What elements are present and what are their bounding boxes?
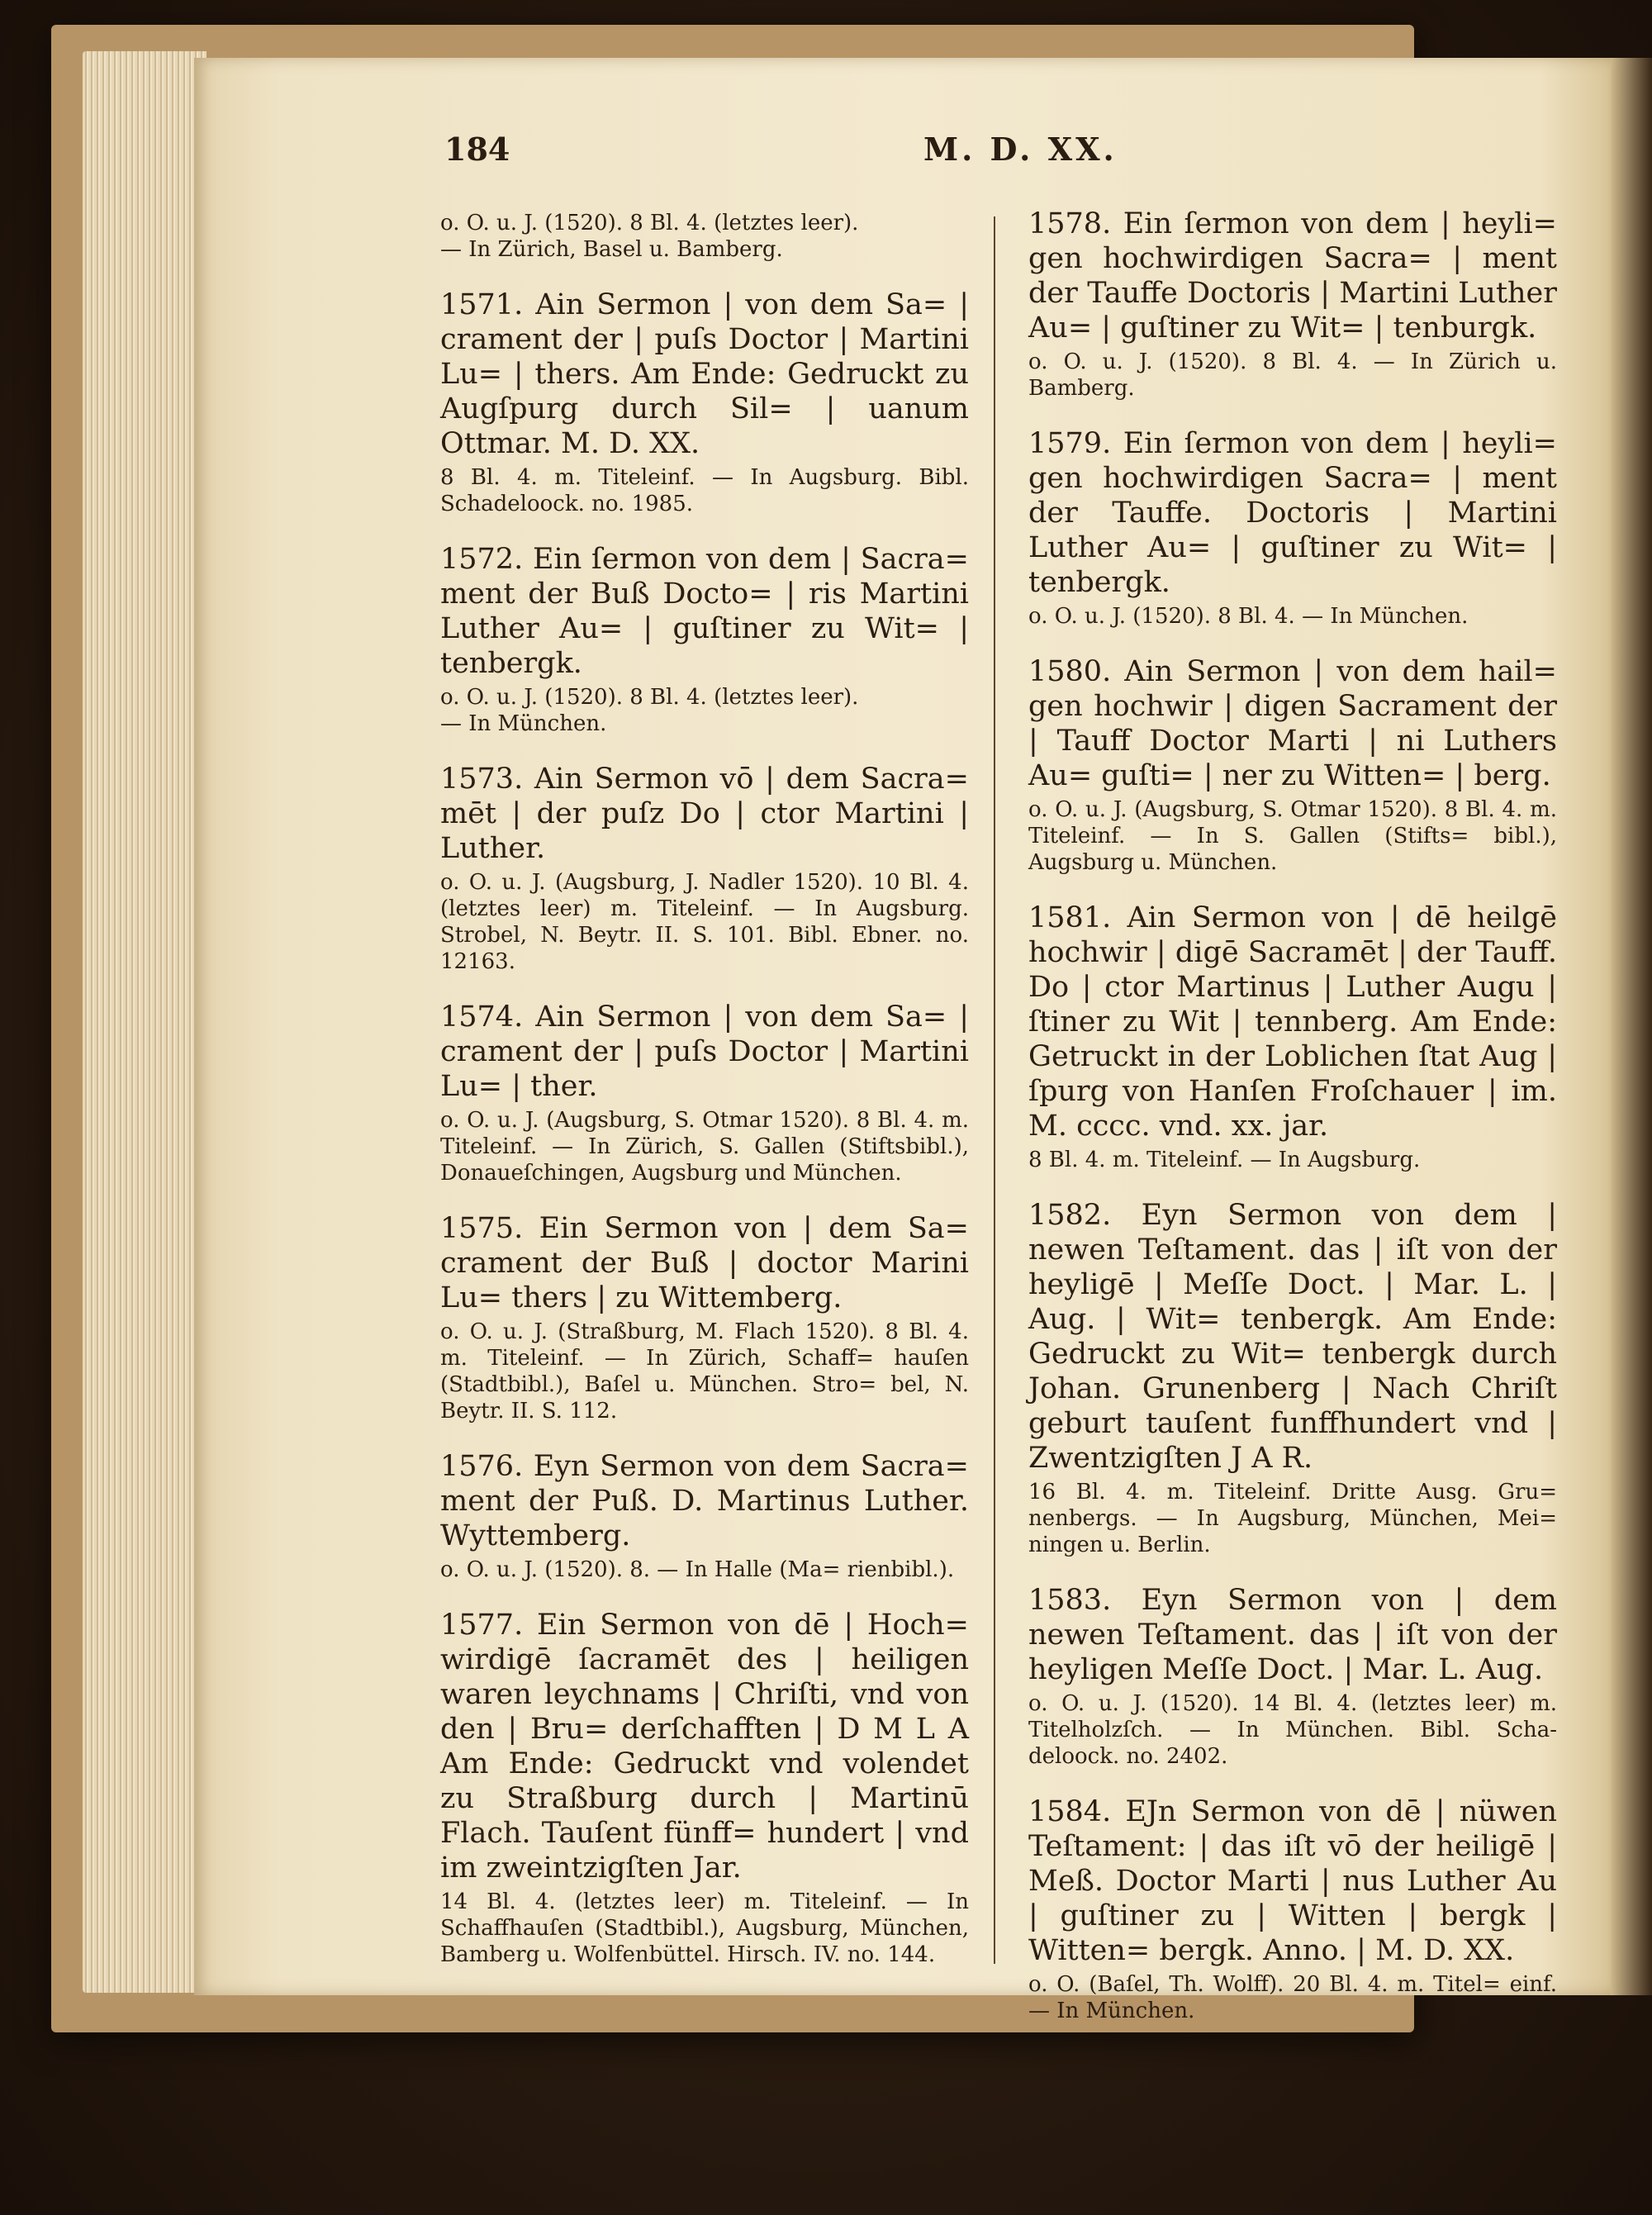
page-number: 184 — [444, 131, 510, 168]
entry-number: 1572. — [440, 543, 524, 576]
entry-number: 1580. — [1028, 655, 1112, 688]
entry-notes — [440, 1889, 969, 1968]
entry-note-line: 16 Bl. 4. m. Titeleinf. Dritte Ausg. Gru= nenbergs. — In Augsburg, München, Mei= ningen u. Berlin. — [1028, 1480, 1557, 1557]
entry-notes — [1028, 1479, 1557, 1558]
entry-title — [440, 762, 969, 866]
entry-note-line: — In Zürich, Basel u. Bamberg. — [440, 237, 783, 262]
entry-title-text: Ein ſermon von dem | Sacra= ment der Buß Docto= | ris Martini Luther Au= | guſtiner zu Wit= | tenbergk. — [440, 543, 969, 680]
entry-note-line: o. O. u. J. (1520). 8 Bl. 4. (letztes leer). — [440, 211, 859, 235]
entry-note-line: o. O. u. J. (1520). 8. — In Halle (Ma= rienbibl.). — [440, 1557, 955, 1582]
entry-number: 1574. — [440, 1001, 524, 1034]
entry-notes — [1028, 349, 1557, 402]
catalog-entry — [440, 762, 969, 975]
left-column — [440, 207, 969, 1993]
catalog-entry — [440, 1000, 969, 1186]
catalog-entry — [440, 1211, 969, 1424]
catalog-entry — [440, 1449, 969, 1583]
entry-title — [440, 1449, 969, 1553]
entry-title-text: Ein Sermon von | dem Sa= crament der Buß | doctor Marini Lu= thers | zu Wittemberg. — [440, 1212, 969, 1314]
entry-notes — [440, 464, 969, 517]
entry-title-text: Ain Sermon | von dem Sa= | crament der | puſs Doctor | Martini Lu= | thers. Am Ende: Gedruckt zu Augſpurg durch Sil= | uanum Ottmar. M. D. XX. — [440, 288, 969, 460]
entry-title — [1028, 1583, 1557, 1687]
page-edge — [1611, 58, 1652, 1995]
entry-notes — [440, 210, 969, 263]
entry-notes — [1028, 1971, 1557, 2024]
entry-note-line: 14 Bl. 4. (letztes leer) m. Titeleinf. — In Schaffhauſen (Stadtbibl.), Augsburg, München, Bamberg u. Wolfenbüttel. Hirsch. IV. no. 144. — [440, 1889, 969, 1967]
entry-number: 1575. — [440, 1212, 524, 1245]
entry-notes — [440, 684, 969, 737]
entry-title-text: Eyn Sermon von | dem newen Teſtament. das | iſt von der heyligen Meſſe Doct. | Mar. L. Aug. — [1028, 1584, 1557, 1686]
entry-number: 1571. — [440, 288, 524, 321]
entry-notes — [440, 1557, 969, 1583]
entry-note-line: o. O. u. J. (1520). 14 Bl. 4. (letztes leer) m. Titelholzſch. — In München. Bibl. Scha- deloock. no. 2402. — [1028, 1691, 1557, 1769]
page-stack — [83, 51, 206, 1993]
entry-number: 1581. — [1028, 901, 1112, 934]
entry-number: 1584. — [1028, 1795, 1112, 1828]
entry-title-text: Ain Sermon | von dem Sa= | crament der | puſs Doctor | Martini Lu= | ther. — [440, 1001, 969, 1103]
entry-note-line: 8 Bl. 4. m. Titeleinf. — In Augsburg. Bibl. Schadeloock. no. 1985. — [440, 465, 969, 516]
right-column — [1028, 207, 1557, 2049]
entry-number: 1576. — [440, 1450, 524, 1483]
entry-note-line: 8 Bl. 4. m. Titeleinf. — In Augsburg. — [1028, 1148, 1421, 1172]
entry-title — [1028, 207, 1557, 345]
entry-title — [1028, 901, 1557, 1143]
catalog-entry — [1028, 1794, 1557, 2024]
entry-number: 1582. — [1028, 1199, 1112, 1232]
entry-title-text: Ain Sermon | von dem hail= gen hochwir | digen Sacrament der | Tauff Doctor Marti | ni Luthers Au= guſti= | ner zu Witten= | berg. — [1028, 655, 1557, 792]
entry-title-text: EJn Sermon von dē | nüwen Teſtament: | das iſt vō der heiligē | Meß. Doctor Marti | nus Luther Au | guſtiner zu | Witten | bergk | Witten= bergk. Anno. | M. D. XX. — [1028, 1795, 1557, 1967]
entry-notes — [440, 1319, 969, 1424]
entry-number: 1573. — [440, 763, 524, 796]
entry-title — [1028, 1794, 1557, 1968]
catalog-entry — [440, 288, 969, 517]
entry-title-text: Ein ſermon von dem | heyli= gen hochwirdigen Sacra= | ment der Tauffe Doctoris | Martini Luther Au= | guſtiner zu Wit= | tenburgk. — [1028, 207, 1557, 345]
entry-note-line: o. O. u. J. (Straßburg, M. Flach 1520). 8 Bl. 4. m. Titeleinf. — In Zürich, Schaff= hauſen (Stadtbibl.), Baſel u. München. Stro= bel, N. Beytr. II. S. 112. — [440, 1319, 969, 1424]
entry-title-text: Eyn Sermon von dem | newen Teſtament. das | iſt von der heyligē | Meſſe Doct. | Mar. L. | Aug. | Wit= tenbergk. Am Ende: Gedruckt zu Wit= tenbergk durch Johan. Grunenberg | Nach Chriſt geburt tauſent funffhundert vnd | Zwentzigſten J A R. — [1028, 1199, 1557, 1475]
catalog-entry — [1028, 901, 1557, 1173]
entry-number: 1579. — [1028, 427, 1112, 460]
catalog-entry — [1028, 207, 1557, 402]
entry-notes — [440, 1107, 969, 1186]
entry-title — [1028, 1198, 1557, 1476]
entry-title-text: Ain Sermon von | dē heilgē hochwir | digē Sacramēt | der Tauff. Do | ctor Martinus | Luther Augu | ſtiner zu Wit | tennberg. Am Ende: Getruckt in der Loblichen ſtat Aug | ſpurg von Hanſen Froſchauer | im. M. cccc. vnd. xx. jar. — [1028, 901, 1557, 1143]
catalog-entry — [1028, 1583, 1557, 1770]
entry-number: 1577. — [440, 1609, 524, 1642]
entry-title — [440, 1608, 969, 1885]
catalog-entry — [1028, 654, 1557, 876]
entry-title — [1028, 654, 1557, 793]
entry-title — [440, 542, 969, 681]
entry-number: 1578. — [1028, 207, 1112, 240]
entry-title-text: Ein ſermon von dem | heyli= gen hochwirdigen Sacra= | ment der Tauffe. Doctoris | Martini Luther Au= | guſtiner zu Wit= | tenbergk. — [1028, 427, 1557, 599]
entry-note-line: o. O. u. J. (1520). 8 Bl. 4. — In Zürich u. Bamberg. — [1028, 349, 1557, 401]
entry-number: 1583. — [1028, 1584, 1112, 1617]
catalog-entry — [440, 542, 969, 737]
column-divider — [994, 216, 995, 1964]
entry-note-line: o. O. u. J. (1520). 8 Bl. 4. — In München. — [1028, 604, 1469, 629]
entry-title — [440, 288, 969, 461]
running-title: M. D. XX. — [923, 131, 1118, 168]
entry-note-line: o. O. u. J. (Augsburg, S. Otmar 1520). 8 Bl. 4. m. Titeleinf. — In S. Gallen (Stifts= bibl.), Augsburg u. München. — [1028, 797, 1557, 875]
entry-notes — [440, 869, 969, 975]
entry-notes — [1028, 796, 1557, 876]
entry-title-text: Ein Sermon von dē | Hoch= wirdigē ſacramēt des | heiligen waren leychnams | Chriſti, vnd von den | Bru= derſchafften | D M L A Am Ende: Gedruckt vnd volendet zu Straßburg durch | Martinū Flach. Tauſent fünff= hundert | vnd im zweintzigſten Jar. — [440, 1609, 969, 1885]
entry-title — [1028, 426, 1557, 600]
catalog-entry — [440, 1608, 969, 1968]
entry-note-line: o. O. u. J. (Augsburg, S. Otmar 1520). 8 Bl. 4. m. Titeleinf. — In Zürich, S. Gallen (Stiftsbibl.), Donaueſchingen, Augsburg und München. — [440, 1108, 969, 1186]
entry-notes — [1028, 1147, 1557, 1173]
entry-title-text: Ain Sermon vō | dem Sacra= mēt | der puſz Do | ctor Martini | Luther. — [440, 763, 969, 865]
entry-title — [440, 1211, 969, 1315]
entry-notes — [1028, 1690, 1557, 1770]
entry-note-line: — In München. — [440, 711, 607, 736]
catalog-entry — [1028, 1198, 1557, 1558]
entry-title-text: Eyn Sermon von dem Sacra= ment der Puß. D. Martinus Luther. Wyttemberg. — [440, 1450, 969, 1552]
entry-note-line: o. O. (Baſel, Th. Wolff). 20 Bl. 4. m. Titel= einf. — In München. — [1028, 1972, 1557, 2023]
entry-notes — [1028, 603, 1557, 630]
catalog-entry — [440, 210, 969, 263]
entry-note-line: o. O. u. J. (1520). 8 Bl. 4. (letztes leer). — [440, 685, 859, 710]
catalog-entry — [1028, 426, 1557, 630]
entry-note-line: o. O. u. J. (Augsburg, J. Nadler 1520). 10 Bl. 4. (letztes leer) m. Titeleinf. — In Augsburg. Strobel, N. Beytr. II. S. 101. Bibl. Ebner. no. 12163. — [440, 870, 969, 974]
entry-title — [440, 1000, 969, 1104]
